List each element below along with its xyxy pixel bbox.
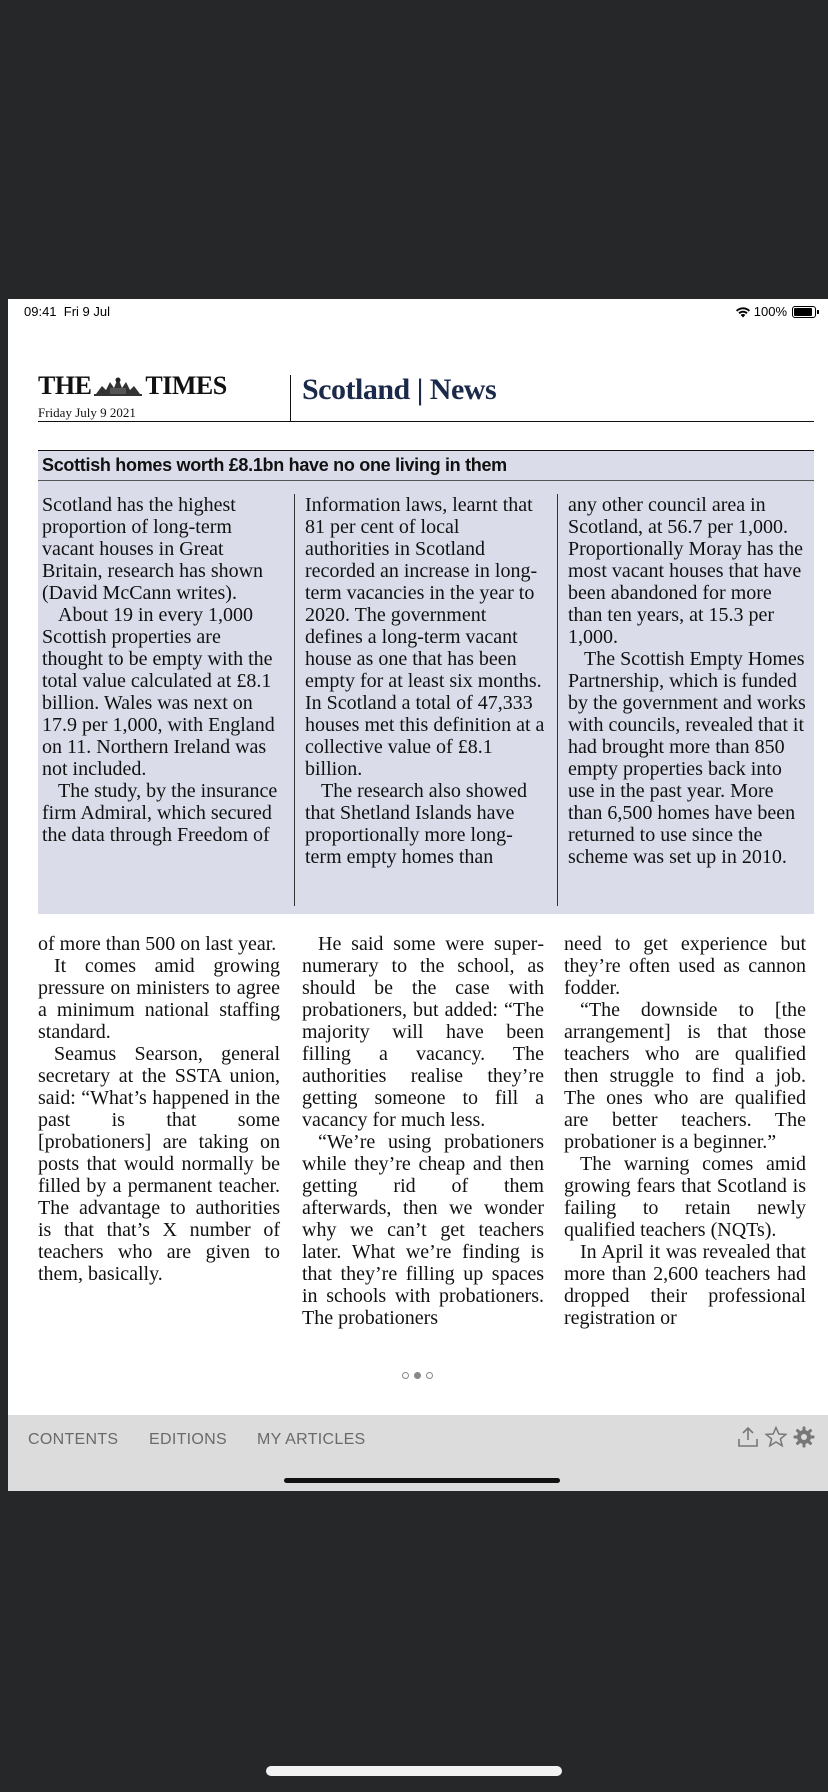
status-date: Fri 9 Jul [63,304,111,319]
times-logo[interactable] [38,371,227,401]
panel-headline: Scottish homes worth £8.1bn have no one living in them [42,455,507,475]
masthead-divider [290,375,291,421]
home-indicator [284,1478,560,1483]
paragraph: It comes amid growing pressure on ministers to agree a minimum national staffing standard. [38,955,280,1043]
my-articles-button[interactable]: MY ARTICLES [257,1431,366,1448]
contents-button[interactable]: CONTENTS [28,1431,119,1448]
article-column-3 [564,933,806,1329]
paragraph: Seamus Searson, general secretary at the SSTA union, said: “What’s happened in the past is that some [probationers] are taking on posts that would normally be filled by a permanent teacher. The advantage to authorities is that that’s X number of teachers who are given to them, basically. [38,1043,280,1285]
article-panel[interactable] [38,450,814,914]
paragraph: “The downside to [the arrangement] is that those teachers who are qualified then struggle to find a job. The ones who are qualified are better teachers. The probationer is a beginner.” [564,999,806,1153]
column-divider [294,494,295,906]
share-icon[interactable] [736,1425,760,1449]
article-column-2 [302,933,544,1329]
paragraph: In April it was revealed that more than 2,600 teachers had dropped their professional registration or [564,1241,806,1329]
bottom-toolbar [8,1415,828,1491]
editions-button[interactable]: EDITIONS [149,1431,227,1448]
masthead-rule [38,421,814,422]
status-right [735,304,816,319]
logo-text-right: TIMES [145,371,227,400]
battery-percent: 100% [753,304,787,319]
section-title: Scotland | News [302,373,497,406]
paragraph: About 19 in every 1,000 Scottish properties are thought to be empty with the total value calculated at £8.1 billion. Wales was next on 17.9 per 1,000, with England on 11. Northern Ireland was not included. [42,604,275,780]
panel-column-2 [305,494,545,868]
paragraph: of more than 500 on last year. [38,933,277,955]
column-divider [557,494,558,906]
paragraph: The research also showed that Shetland Islands have proportionally more long-term empty homes than [305,780,528,868]
toolbar-icons [736,1425,816,1449]
paragraph: The warning comes amid growing fears that Scotland is failing to retain newly qualified teachers (NQTs). [564,1153,806,1241]
page-dot-3[interactable] [426,1372,433,1379]
article-column-1 [38,933,280,1285]
paragraph: The study, by the insurance firm Admiral, which secured the data through Freedom of [42,780,278,846]
panel-column-1 [42,494,282,846]
status-time [24,304,110,319]
paragraph: any other council area in Scotland, at 56.7 per 1,000. Proportionally Moray has the most vacant houses that have been abandoned for more than ten years, at 15.3 per 1,000. [568,494,803,648]
paragraph: The Scottish Empty Homes Partnership, which is funded by the government and works with councils, revealed that it had brought more than 850 empty properties back into use in the past year. More than 6,500 homes have been returned to use since the scheme was set up in 2010. [568,648,806,868]
paragraph: “We’re using probationers while they’re cheap and then getting rid of them afterwards, then we wonder why we can’t get teachers later. What we’re finding is that they’re filling up spaces in schools with probationers. The probationers [302,1131,544,1329]
star-icon[interactable] [764,1425,788,1449]
paragraph: He said some were supernumerary to the school, as should be the case with probationers, but added: “The majority will have been filling a vacancy. The authorities realise they’re getting someone to fill a vacancy for much less. [302,933,544,1131]
paragraph: Information laws, learnt that 81 per cent of local authorities in Scotland recorded an increase in long-term vacancies in the year to 2020. The government defines a long-term vacant house as one that has been empty for at least six months. In Scotland a total of 47,333 houses met this definition at a collective value of £8.1 billion. [305,494,545,780]
paragraph: need to get experience but they’re often used as cannon fodder. [564,933,806,999]
page-dot-1[interactable] [402,1372,409,1379]
ipad-screen [8,299,828,1491]
page-indicator[interactable] [402,1372,433,1379]
masthead [38,371,814,421]
status-clock: 09:41 [24,304,57,319]
device-home-indicator [266,1766,562,1776]
panel-top-rule [38,450,814,451]
panel-column-3 [568,494,808,868]
crest-icon [92,374,144,398]
status-bar [8,299,828,323]
logo-text-left: THE [38,371,92,400]
panel-headline-rule [38,480,814,481]
edition-date: Friday July 9 2021 [38,405,136,420]
paragraph: Scotland has the highest proportion of long-term vacant houses in Great Britain, research has shown (David McCann writes). [42,494,264,604]
gear-icon[interactable] [792,1425,816,1449]
wifi-icon [735,306,751,318]
battery-icon [792,306,816,318]
page-dot-2[interactable] [414,1372,421,1379]
